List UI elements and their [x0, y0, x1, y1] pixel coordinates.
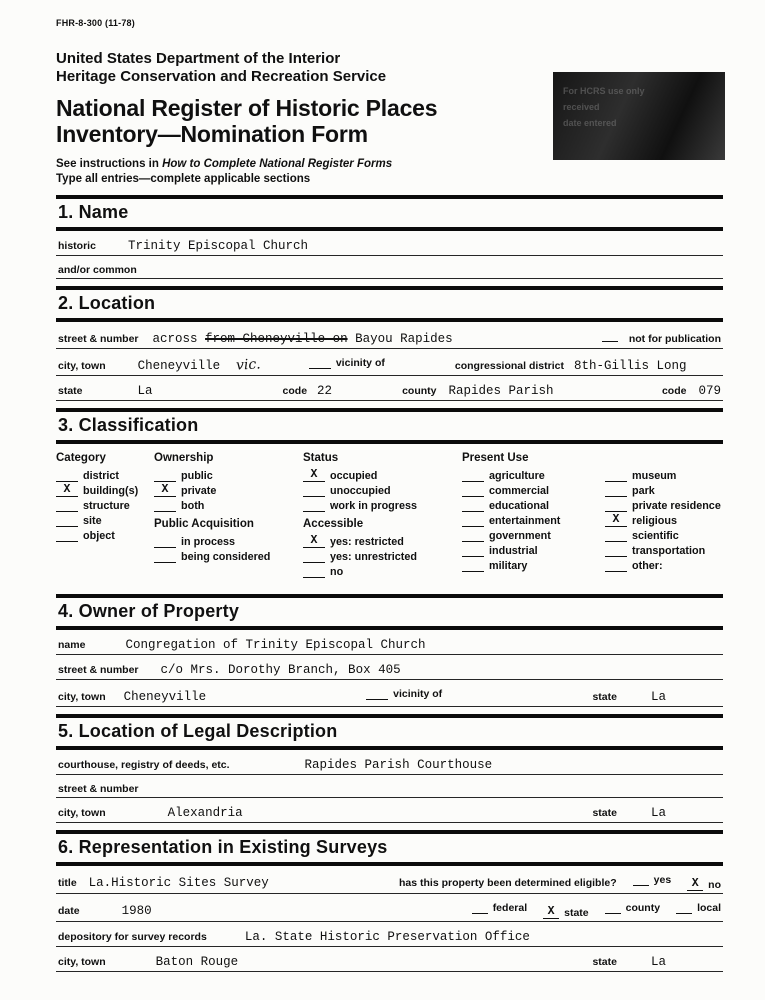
- museum-mark: [605, 470, 627, 482]
- checkbox-both: [154, 500, 302, 512]
- religious-mark: X: [605, 515, 627, 527]
- scientific-label: scientific: [632, 529, 679, 542]
- eligible-yes-group: [633, 874, 672, 886]
- eligible-no-group: [687, 876, 721, 891]
- instructions-prefix: See instructions in: [56, 157, 163, 170]
- survey-state-group: [592, 955, 666, 969]
- section-location-heading: 2. Location: [58, 292, 156, 313]
- commercial-mark: [462, 485, 484, 497]
- site-mark: [56, 515, 78, 527]
- no-mark: [303, 566, 325, 578]
- checkbox-object: [56, 530, 153, 542]
- section-owner-heading: 4. Owner of Property: [58, 600, 240, 621]
- survey-city-value: Baton Rouge: [155, 954, 239, 969]
- checkbox-yes-restricted: [303, 533, 461, 548]
- district-mark: [56, 470, 78, 482]
- entertainment-label: entertainment: [489, 514, 561, 527]
- owner-street-value: c/o Mrs. Dorothy Branch, Box 405: [160, 662, 401, 677]
- checkbox-work-in-progress: [303, 500, 461, 512]
- both-label: both: [181, 499, 205, 512]
- agency-line-1: United States Department of the Interior: [56, 50, 341, 67]
- work-in-progress-mark: [303, 500, 325, 512]
- checkbox-other: [605, 560, 723, 572]
- checkbox-transportation: [605, 545, 723, 557]
- checkbox-private-residence: [605, 500, 723, 512]
- present-use-column-2: [605, 451, 723, 578]
- local-label: local: [697, 901, 721, 914]
- owner-state-group: [592, 690, 666, 704]
- legal-city-row: [56, 798, 723, 823]
- eligible-no-label: no: [708, 878, 721, 891]
- form-title-line-1: National Register of Historic Places: [56, 95, 438, 121]
- vicinity-checkbox: [309, 357, 331, 369]
- legal-city-value: Alexandria: [167, 805, 243, 820]
- government-label: government: [489, 529, 551, 542]
- historic-value: Trinity Episcopal Church: [127, 238, 308, 253]
- owner-street-row: [56, 655, 723, 680]
- section-surveys: [56, 830, 723, 972]
- checkbox-commercial: [462, 485, 604, 497]
- state-value: La: [137, 383, 153, 398]
- street-value-struck: from Cheneyville on: [205, 331, 348, 346]
- ownership-title: Ownership: [154, 451, 214, 464]
- checkbox-educational: [462, 500, 604, 512]
- code-value: 22: [317, 383, 333, 398]
- industrial-mark: [462, 545, 484, 557]
- survey-date-value: 1980: [121, 903, 152, 918]
- checkbox-buildings: [56, 482, 153, 497]
- public-mark: [154, 470, 176, 482]
- checkbox-no: [303, 566, 461, 578]
- private-mark: X: [154, 485, 176, 497]
- state-check-group: [543, 904, 589, 919]
- work-in-progress-label: work in progress: [330, 499, 417, 512]
- classification-grid: [56, 444, 723, 587]
- checkbox-military: [462, 560, 604, 572]
- object-mark: [56, 530, 78, 542]
- instructions-line-2: Type all entries—complete applicable sections: [56, 173, 311, 186]
- eligible-yes-mark: [633, 874, 649, 886]
- vicinity-group: [309, 357, 385, 369]
- not-for-publication-group: [602, 330, 721, 345]
- owner-street-label: street & number: [58, 663, 139, 676]
- local-group: [676, 902, 721, 914]
- object-label: object: [83, 529, 115, 542]
- state-check-mark: X: [543, 907, 559, 919]
- section-name: [56, 195, 723, 279]
- code2-label: code: [661, 384, 687, 397]
- section-location: [56, 286, 723, 401]
- instructions: [56, 157, 723, 188]
- legal-state-value: La: [650, 805, 666, 820]
- present-use-column: [462, 451, 604, 578]
- agency-line-2: Heritage Conservation and Recreation Service: [56, 68, 387, 85]
- checkbox-religious: [605, 512, 723, 527]
- federal-group: [472, 902, 527, 914]
- eligible-no-mark: X: [687, 879, 703, 891]
- educational-label: educational: [489, 499, 549, 512]
- survey-date-row: [56, 894, 723, 922]
- agriculture-mark: [462, 470, 484, 482]
- form-number: FHR-8-300 (11-78): [56, 18, 135, 28]
- transportation-mark: [605, 545, 627, 557]
- educational-mark: [462, 500, 484, 512]
- state-field-row: [56, 376, 723, 401]
- street-label: street & number: [58, 332, 139, 345]
- yes-unrestricted-mark: [303, 551, 325, 563]
- eligible-group: [399, 874, 721, 891]
- other-label: other:: [632, 559, 663, 572]
- yes-unrestricted-label: yes: unrestricted: [330, 550, 418, 563]
- present-use-title: Present Use: [462, 451, 529, 464]
- owner-name-label: name: [58, 638, 86, 651]
- handwritten-note: vic.: [235, 355, 262, 374]
- category-column: [56, 451, 153, 578]
- checkbox-public: [154, 470, 302, 482]
- owner-city-row: [56, 680, 723, 707]
- street-value: [153, 332, 453, 346]
- religious-label: religious: [632, 514, 677, 527]
- checkbox-industrial: [462, 545, 604, 557]
- section-legal-description: [56, 714, 723, 823]
- federal-mark: [472, 902, 488, 914]
- owner-vicinity-group: [366, 688, 442, 700]
- owner-state-value: La: [650, 689, 666, 704]
- county-value: Rapides Parish: [448, 383, 554, 398]
- street-value-post: Bayou Rapides: [347, 331, 453, 346]
- park-mark: [605, 485, 627, 497]
- checkbox-entertainment: [462, 515, 604, 527]
- government-mark: [462, 530, 484, 542]
- checkbox-private: [154, 482, 302, 497]
- county-label: county: [402, 384, 437, 397]
- private-label: private: [181, 484, 217, 497]
- park-label: park: [632, 484, 655, 497]
- military-mark: [462, 560, 484, 572]
- hcrs-use-stamp: [553, 72, 725, 160]
- section-classification: [56, 408, 723, 587]
- section-legal-heading: 5. Location of Legal Description: [58, 720, 338, 741]
- vicinity-label: vicinity of: [335, 356, 385, 369]
- city-label: city, town: [58, 359, 106, 372]
- private-residence-label: private residence: [632, 499, 721, 512]
- checkbox-museum: [605, 470, 723, 482]
- industrial-label: industrial: [489, 544, 538, 557]
- section-name-heading: 1. Name: [58, 201, 129, 222]
- congressional-label: congressional district: [454, 359, 564, 372]
- checkbox-structure: [56, 500, 153, 512]
- section-surveys-heading: 6. Representation in Existing Surveys: [58, 836, 388, 857]
- historic-field-row: [56, 231, 723, 256]
- eligible-label: has this property been determined eligible?: [399, 876, 617, 889]
- county-group: [605, 902, 660, 914]
- depository-row: [56, 922, 723, 947]
- not-for-publication-checkbox: [602, 330, 618, 342]
- district-label: district: [83, 469, 119, 482]
- survey-title-row: [56, 866, 723, 894]
- checkbox-agriculture: [462, 470, 604, 482]
- eligible-yes-label: yes: [653, 873, 672, 886]
- survey-date-label: date: [58, 904, 80, 917]
- status-column: [303, 451, 461, 578]
- section-owner: [56, 594, 723, 707]
- checkbox-being-considered: [154, 551, 302, 563]
- survey-title-value: La.Historic Sites Survey: [88, 875, 269, 890]
- both-mark: [154, 500, 176, 512]
- being-considered-mark: [154, 551, 176, 563]
- yes-restricted-label: yes: restricted: [330, 535, 404, 548]
- owner-name-row: [56, 630, 723, 655]
- stamp-line-2: received: [563, 102, 600, 112]
- survey-level-group: [462, 902, 721, 919]
- federal-label: federal: [492, 901, 528, 914]
- in-process-label: in process: [181, 535, 236, 548]
- state-check-label: state: [564, 906, 589, 919]
- courthouse-value: Rapides Parish Courthouse: [304, 757, 493, 772]
- survey-title-label: title: [58, 876, 77, 889]
- depository-value: La. State Historic Preservation Office: [244, 929, 530, 944]
- status-title: Status: [303, 451, 339, 464]
- not-for-publication-label: not for publication: [628, 332, 721, 345]
- stamp-line-3: date entered: [563, 118, 617, 128]
- owner-city-label: city, town: [58, 690, 106, 703]
- buildings-label: building(s): [83, 484, 139, 497]
- being-considered-label: being considered: [181, 550, 271, 563]
- checkbox-scientific: [605, 530, 723, 542]
- stamp-line-1: For HCRS use only: [563, 86, 645, 96]
- no-label: no: [330, 565, 344, 578]
- checkbox-yes-unrestricted: [303, 551, 461, 563]
- yes-restricted-mark: X: [303, 536, 325, 548]
- unoccupied-label: unoccupied: [330, 484, 391, 497]
- owner-state-label: state: [592, 690, 617, 703]
- owner-vicinity-label: vicinity of: [393, 687, 443, 700]
- checkbox-unoccupied: [303, 485, 461, 497]
- ownership-column: [154, 451, 302, 578]
- common-label: and/or common: [58, 263, 137, 276]
- depository-label: depository for survey records: [58, 930, 207, 943]
- occupied-label: occupied: [330, 469, 378, 482]
- street-field-row: [56, 322, 723, 349]
- checkbox-site: [56, 515, 153, 527]
- private-residence-mark: [605, 500, 627, 512]
- occupied-mark: X: [303, 470, 325, 482]
- unoccupied-mark: [303, 485, 325, 497]
- courthouse-label: courthouse, registry of deeds, etc.: [58, 758, 230, 771]
- owner-vicinity-checkbox: [366, 688, 388, 700]
- congressional-value: 8th-Gillis Long: [573, 358, 687, 373]
- military-label: military: [489, 559, 528, 572]
- site-label: site: [83, 514, 102, 527]
- legal-state-group: [592, 806, 666, 820]
- common-field-row: [56, 256, 723, 279]
- commercial-label: commercial: [489, 484, 550, 497]
- entertainment-mark: [462, 515, 484, 527]
- checkbox-district: [56, 470, 153, 482]
- historic-label: historic: [58, 239, 96, 252]
- museum-label: museum: [632, 469, 677, 482]
- accessible-title: Accessible: [303, 517, 364, 530]
- checkbox-government: [462, 530, 604, 542]
- city-field-row: [56, 349, 723, 376]
- county-check-label: county: [625, 901, 661, 914]
- agriculture-label: agriculture: [489, 469, 545, 482]
- county-mark: [605, 902, 621, 914]
- structure-label: structure: [83, 499, 130, 512]
- legal-state-label: state: [592, 806, 617, 819]
- code2-group: [662, 384, 721, 398]
- section-classification-heading: 3. Classification: [58, 414, 199, 435]
- state-label: state: [58, 384, 83, 397]
- survey-city-label: city, town: [58, 955, 106, 968]
- legal-street-row: [56, 775, 723, 798]
- legal-city-label: city, town: [58, 806, 106, 819]
- city-value: Cheneyville: [137, 358, 221, 373]
- structure-mark: [56, 500, 78, 512]
- local-mark: [676, 902, 692, 914]
- legal-street-label: street & number: [58, 782, 139, 795]
- owner-city-value: Cheneyville: [123, 689, 207, 704]
- scientific-mark: [605, 530, 627, 542]
- form-title-line-2: Inventory—Nomination Form: [56, 120, 368, 147]
- survey-state-label: state: [592, 955, 617, 968]
- courthouse-row: [56, 750, 723, 775]
- street-value-pre: across: [152, 331, 206, 346]
- checkbox-in-process: [154, 536, 302, 548]
- survey-city-row: [56, 947, 723, 972]
- checkbox-park: [605, 485, 723, 497]
- category-title: Category: [56, 451, 106, 464]
- checkbox-occupied: [303, 467, 461, 482]
- other-mark: [605, 560, 627, 572]
- transportation-label: transportation: [632, 544, 706, 557]
- buildings-mark: X: [56, 485, 78, 497]
- public-label: public: [181, 469, 213, 482]
- public-acquisition-title: Public Acquisition: [154, 517, 254, 530]
- code-label: code: [282, 384, 308, 397]
- owner-name-value: Congregation of Trinity Episcopal Church: [125, 637, 426, 652]
- code2-value: 079: [698, 383, 721, 398]
- survey-state-value: La: [650, 954, 666, 969]
- in-process-mark: [154, 536, 176, 548]
- instructions-manual-title: How to Complete National Register Forms: [162, 157, 393, 170]
